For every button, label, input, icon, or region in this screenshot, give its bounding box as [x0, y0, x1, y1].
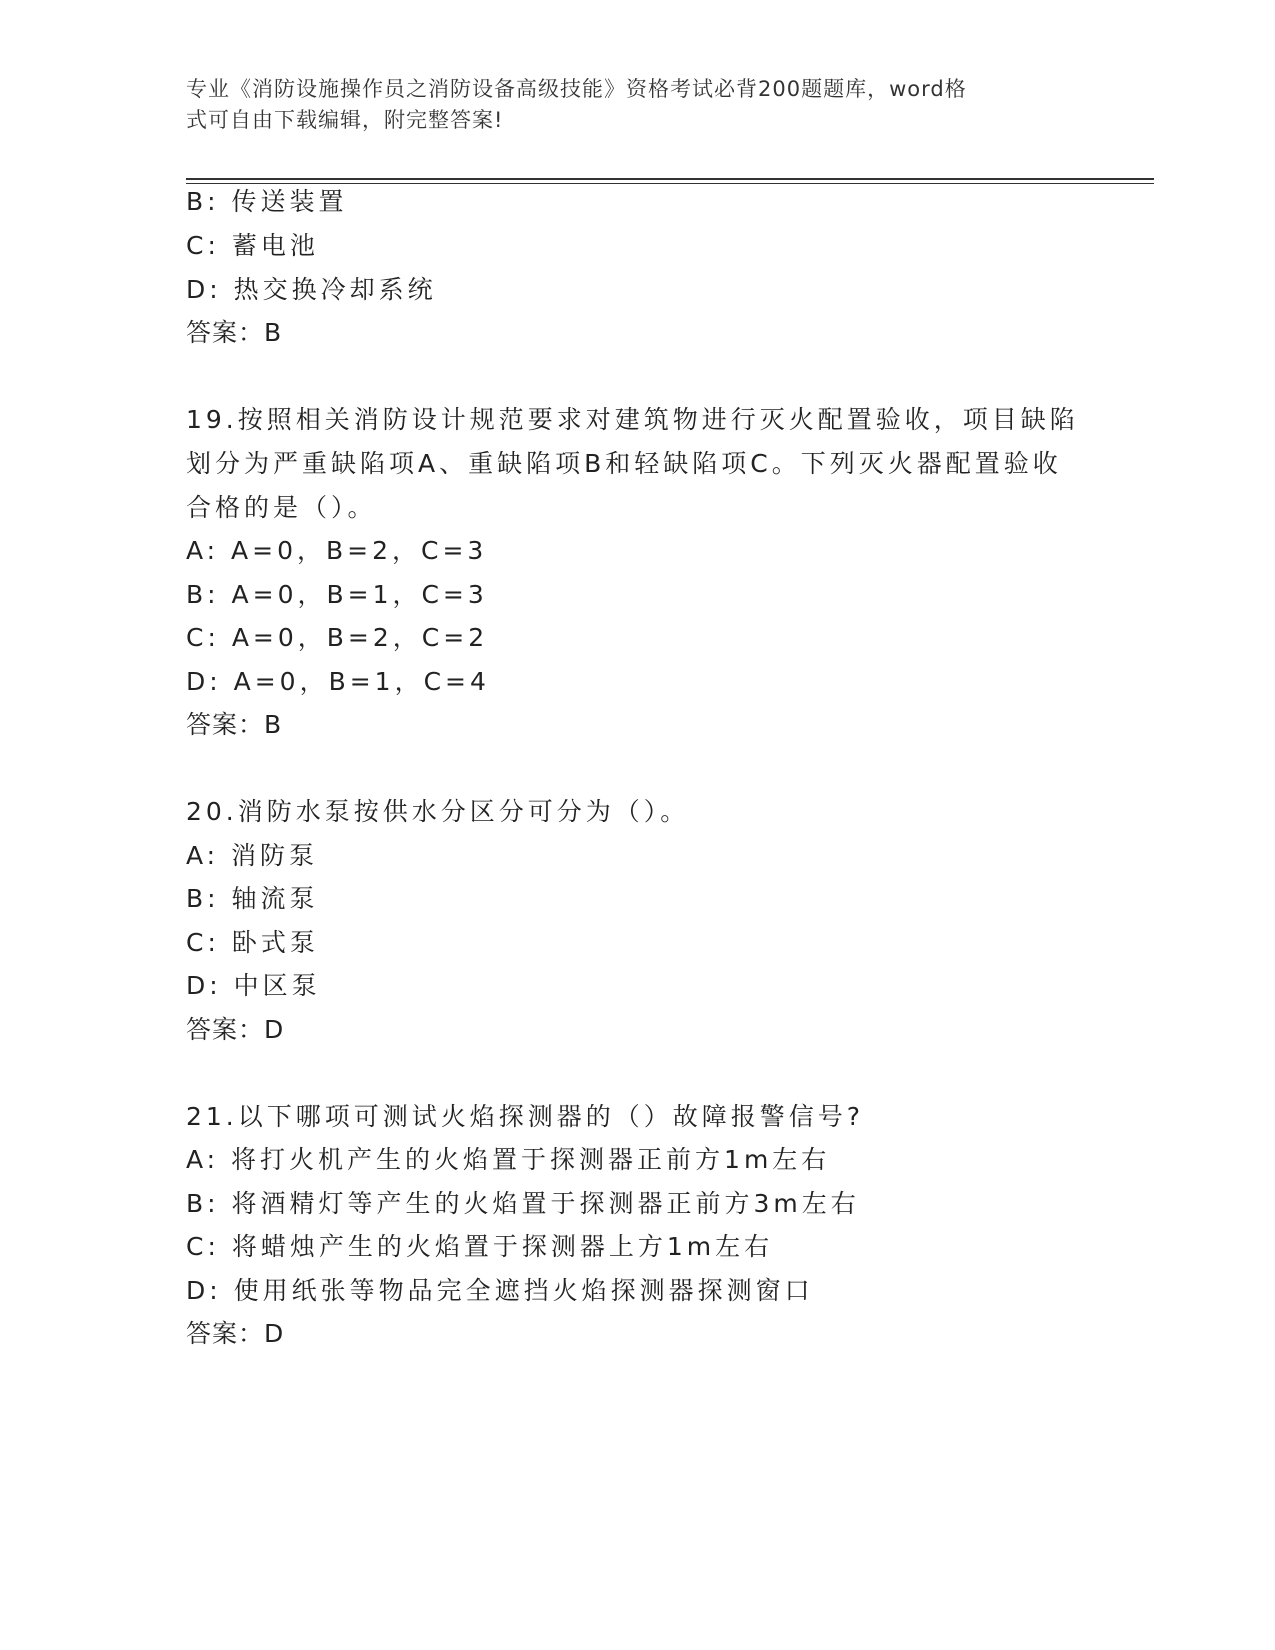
q19-option-a: A: A=0，B=2，C=3: [186, 536, 488, 565]
header-line-2: 式可自由下载编辑，附完整答案!: [186, 108, 504, 132]
q19-option-d: D: A=0，B=1，C=4: [186, 667, 490, 696]
q20-option-d: D: 中区泵: [186, 971, 321, 1000]
q21-stem: 21.以下哪项可测试火焰探测器的（）故障报警信号?: [186, 1102, 865, 1131]
header-line-1: 专业《消防设施操作员之消防设备高级技能》资格考试必背200题题库，word格: [186, 77, 967, 101]
q19-stem-line-3: 合格的是（）。: [186, 493, 377, 522]
q19-stem-line-1: 19.按照相关消防设计规范要求对建筑物进行灭火配置验收，项目缺陷: [186, 405, 1079, 434]
q19-option-c: C: A=0，B=2，C=2: [186, 623, 489, 652]
q18-option-c: C: 蓄电池: [186, 231, 319, 260]
header-rule-thin: [186, 183, 1154, 184]
document-header: [186, 74, 1066, 136]
q18-answer: 答案：B: [186, 318, 283, 347]
q20-answer: 答案：D: [186, 1015, 285, 1044]
q21-option-d: D: 使用纸张等物品完全遮挡火焰探测器探测窗口: [186, 1276, 814, 1305]
q20-stem: 20.消防水泵按供水分区分可分为（）。: [186, 797, 690, 826]
q20-option-b: B: 轴流泵: [186, 884, 319, 913]
q18-option-b: B: 传送装置: [186, 187, 348, 216]
q18-option-d: D: 热交换冷却系统: [186, 275, 437, 304]
q21-answer: 答案：D: [186, 1319, 285, 1348]
q21-option-a: A: 将打火机产生的火焰置于探测器正前方1m左右: [186, 1145, 831, 1174]
q20-option-c: C: 卧式泵: [186, 928, 319, 957]
q19-option-b: B: A=0，B=1，C=3: [186, 580, 488, 609]
q20-option-a: A: 消防泵: [186, 841, 319, 870]
q19-answer: 答案：B: [186, 710, 283, 739]
header-rule-thick: [186, 178, 1154, 180]
q19-stem-line-2: 划分为严重缺陷项A、重缺陷项B和轻缺陷项C。下列灭火器配置验收: [186, 449, 1062, 478]
q21-option-b: B: 将酒精灯等产生的火焰置于探测器正前方3m左右: [186, 1189, 860, 1218]
q21-option-c: C: 将蜡烛产生的火焰置于探测器上方1m左右: [186, 1232, 774, 1261]
